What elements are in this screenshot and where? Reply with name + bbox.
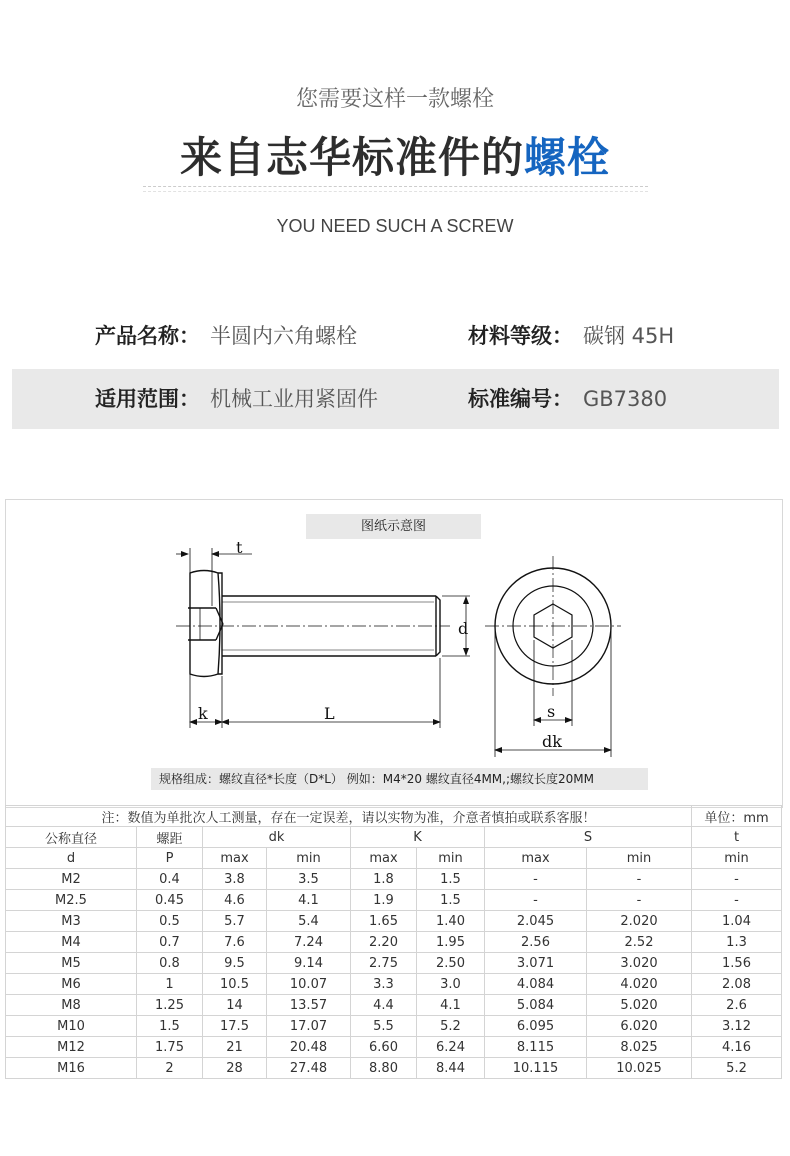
table-cell: 5.4 (267, 911, 351, 932)
table-note: 注：数值为单批次人工测量，存在一定误差，请以实物为准，介意者慎拍或联系客服！ (6, 806, 692, 827)
table-cell: 3.12 (692, 1016, 782, 1037)
table-cell: 3.5 (267, 869, 351, 890)
table-cell: 6.095 (485, 1016, 587, 1037)
spec-composition-note: 规格组成：螺纹直径*长度（D*L） 例如：M4*20 螺纹直径4MM,;螺纹长度20MM (151, 768, 648, 790)
table-cell: 5.084 (485, 995, 587, 1016)
table-cell: 8.115 (485, 1037, 587, 1058)
table-row (6, 911, 782, 932)
table-row (6, 974, 782, 995)
table-cell: - (587, 890, 692, 911)
table-cell: 27.48 (267, 1058, 351, 1079)
product-name-value: 半圆内六角螺栓 (210, 324, 357, 348)
table-cell: 8.44 (417, 1058, 485, 1079)
table-cell: 6.24 (417, 1037, 485, 1058)
header-dk-max: max (203, 848, 267, 869)
table-cell: 1.9 (351, 890, 417, 911)
page-subtitle: 您需要这样一款螺栓 (295, 87, 494, 112)
table-cell: 2.6 (692, 995, 782, 1016)
table-cell: 17.5 (203, 1016, 267, 1037)
table-cell: 28 (203, 1058, 267, 1079)
table-cell: 10.5 (203, 974, 267, 995)
table-cell: 1.5 (137, 1016, 203, 1037)
header-t: t (692, 827, 782, 848)
header-dk-min: min (267, 848, 351, 869)
table-cell: 0.5 (137, 911, 203, 932)
table-header-row-1 (6, 827, 782, 848)
table-note-row (6, 806, 782, 827)
table-cell: M2.5 (6, 890, 137, 911)
table-cell: 0.4 (137, 869, 203, 890)
table-cell: M4 (6, 932, 137, 953)
table-cell: 2.56 (485, 932, 587, 953)
header-s-min: min (587, 848, 692, 869)
table-cell: 0.8 (137, 953, 203, 974)
table-cell: - (587, 869, 692, 890)
table-cell: 1.40 (417, 911, 485, 932)
table-cell: 1.04 (692, 911, 782, 932)
side-view (176, 571, 450, 677)
header-diameter: 公称直径 (6, 827, 137, 848)
label-t: t (236, 538, 243, 557)
table-header-row-2 (6, 848, 782, 869)
table-cell: - (485, 869, 587, 890)
diagram-caption: 图纸示意图 (306, 514, 481, 539)
table-cell: 2.020 (587, 911, 692, 932)
table-cell: M8 (6, 995, 137, 1016)
table-cell: 6.020 (587, 1016, 692, 1037)
table-cell: 8.025 (587, 1037, 692, 1058)
table-cell: 6.60 (351, 1037, 417, 1058)
table-cell: 3.0 (417, 974, 485, 995)
table-unit: 单位：mm (692, 806, 782, 827)
header-t-min: min (692, 848, 782, 869)
product-name-label: 产品名称： (95, 324, 200, 348)
table-cell: 5.7 (203, 911, 267, 932)
table-cell: M5 (6, 953, 137, 974)
table-cell: 1.75 (137, 1037, 203, 1058)
table-cell: 2.08 (692, 974, 782, 995)
table-cell: 4.6 (203, 890, 267, 911)
label-dk: dk (542, 732, 562, 751)
table-cell: 7.24 (267, 932, 351, 953)
spec-table (5, 805, 782, 1079)
table-row (6, 1037, 782, 1058)
table-cell: 2.045 (485, 911, 587, 932)
standard-value: GB7380 (583, 387, 668, 411)
table-cell: 3.020 (587, 953, 692, 974)
table-cell: 4.4 (351, 995, 417, 1016)
table-row (6, 953, 782, 974)
table-row (6, 869, 782, 890)
table-cell: M16 (6, 1058, 137, 1079)
end-view (485, 556, 621, 757)
table-cell: 10.07 (267, 974, 351, 995)
material-value: 碳钢 45H (583, 324, 675, 348)
table-cell: 4.020 (587, 974, 692, 995)
material-label: 材料等级： (468, 324, 573, 348)
table-cell: 3.8 (203, 869, 267, 890)
header-p: P (137, 848, 203, 869)
header-s: S (485, 827, 692, 848)
table-cell: - (485, 890, 587, 911)
title-highlight-text: 螺栓 (524, 133, 611, 182)
table-cell: M3 (6, 911, 137, 932)
table-cell: M10 (6, 1016, 137, 1037)
table-cell: 3.071 (485, 953, 587, 974)
table-cell: 5.5 (351, 1016, 417, 1037)
table-cell: 21 (203, 1037, 267, 1058)
table-cell: 2.50 (417, 953, 485, 974)
table-cell: M6 (6, 974, 137, 995)
table-cell: 1.25 (137, 995, 203, 1016)
table-cell: 4.16 (692, 1037, 782, 1058)
table-row (6, 1016, 782, 1037)
header-dk: dk (203, 827, 351, 848)
table-cell: 1.8 (351, 869, 417, 890)
table-cell: 0.45 (137, 890, 203, 911)
label-s: s (547, 702, 556, 721)
table-cell: 10.025 (587, 1058, 692, 1079)
table-cell: - (692, 869, 782, 890)
table-cell: 10.115 (485, 1058, 587, 1079)
table-cell: 1.5 (417, 890, 485, 911)
table-cell: 1.56 (692, 953, 782, 974)
table-cell: 1.65 (351, 911, 417, 932)
table-cell: 3.3 (351, 974, 417, 995)
table-cell: - (692, 890, 782, 911)
table-cell: 2.20 (351, 932, 417, 953)
table-cell: 4.1 (417, 995, 485, 1016)
table-cell: 2.52 (587, 932, 692, 953)
table-cell: 1 (137, 974, 203, 995)
header-k: K (351, 827, 485, 848)
table-cell: M2 (6, 869, 137, 890)
title-main-text: 来自志华标准件的 (179, 133, 524, 182)
table-cell: 5.2 (692, 1058, 782, 1079)
header-pitch: 螺距 (137, 827, 203, 848)
table-cell: M12 (6, 1037, 137, 1058)
usage-value: 机械工业用紧固件 (210, 387, 378, 411)
table-cell: 14 (203, 995, 267, 1016)
table-cell: 5.020 (587, 995, 692, 1016)
header-s-max: max (485, 848, 587, 869)
table-cell: 9.14 (267, 953, 351, 974)
table-cell: 4.1 (267, 890, 351, 911)
label-k: k (198, 704, 208, 723)
spec-table-body (6, 869, 782, 1079)
usage-label: 适用范围： (95, 387, 200, 411)
table-row (6, 932, 782, 953)
header-k-min: min (417, 848, 485, 869)
table-cell: 1.5 (417, 869, 485, 890)
header-k-max: max (351, 848, 417, 869)
table-cell: 0.7 (137, 932, 203, 953)
standard-label: 标准编号： (468, 387, 573, 411)
table-cell: 8.80 (351, 1058, 417, 1079)
table-cell: 1.3 (692, 932, 782, 953)
label-L: L (324, 704, 335, 723)
table-cell: 5.2 (417, 1016, 485, 1037)
table-row (6, 1058, 782, 1079)
header-d: d (6, 848, 137, 869)
table-cell: 17.07 (267, 1016, 351, 1037)
table-cell: 4.084 (485, 974, 587, 995)
table-row (6, 995, 782, 1016)
table-cell: 13.57 (267, 995, 351, 1016)
table-cell: 2 (137, 1058, 203, 1079)
table-row (6, 890, 782, 911)
label-d: d (458, 619, 469, 638)
english-title: YOU NEED SUCH A SCREW (276, 216, 514, 236)
table-cell: 7.6 (203, 932, 267, 953)
table-cell: 1.95 (417, 932, 485, 953)
table-cell: 20.48 (267, 1037, 351, 1058)
table-cell: 2.75 (351, 953, 417, 974)
table-cell: 9.5 (203, 953, 267, 974)
